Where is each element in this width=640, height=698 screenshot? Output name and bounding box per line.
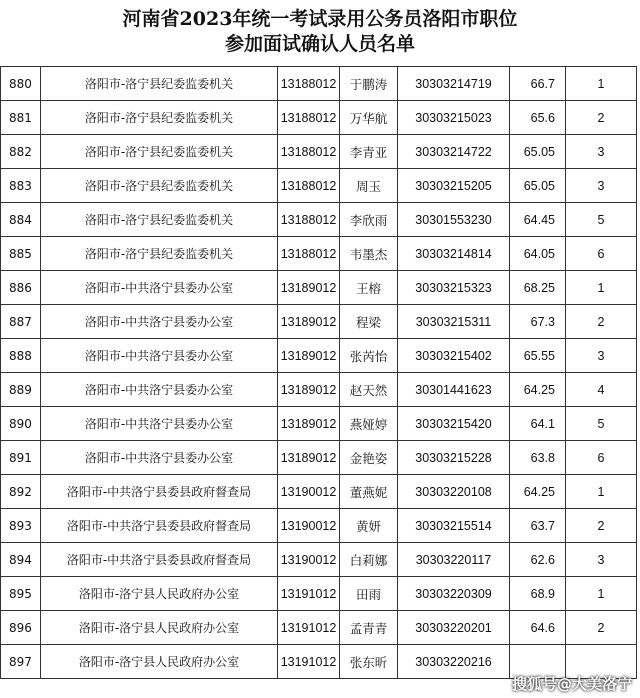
exam-id-cell: 30303220117 — [398, 543, 510, 577]
candidate-table — [0, 66, 637, 679]
exam-id-cell: 30303215323 — [398, 271, 510, 305]
candidate-name-cell: 黄妍 — [340, 509, 398, 543]
unit-name-cell: 洛阳市-中共洛宁县委办公室 — [41, 271, 278, 305]
row-number-cell: 891 — [1, 441, 41, 475]
rank-cell: 3 — [566, 135, 637, 169]
rank-cell: 6 — [566, 441, 637, 475]
rank-cell: 5 — [566, 407, 637, 441]
unit-name-cell: 洛阳市-洛宁县纪委监委机关 — [41, 135, 278, 169]
position-code-cell: 13188012 — [278, 203, 340, 237]
exam-id-cell: 30303215228 — [398, 441, 510, 475]
table-row — [1, 339, 637, 373]
position-code-cell: 13190012 — [278, 509, 340, 543]
row-number-cell: 895 — [1, 577, 41, 611]
unit-name-cell: 洛阳市-中共洛宁县委办公室 — [41, 373, 278, 407]
unit-name-cell: 洛阳市-洛宁县纪委监委机关 — [41, 101, 278, 135]
candidate-name-cell: 于鹏涛 — [340, 67, 398, 101]
candidate-name-cell: 周玉 — [340, 169, 398, 203]
position-code-cell: 13190012 — [278, 475, 340, 509]
rank-cell: 1 — [566, 475, 637, 509]
candidate-name-cell: 白莉娜 — [340, 543, 398, 577]
table-row — [1, 407, 637, 441]
position-code-cell: 13189012 — [278, 305, 340, 339]
watermark: 搜狐号@大美洛宁 — [511, 675, 632, 693]
exam-id-cell: 30301441623 — [398, 373, 510, 407]
row-number-cell: 888 — [1, 339, 41, 373]
row-number-cell: 883 — [1, 169, 41, 203]
row-number-cell: 886 — [1, 271, 41, 305]
table-row — [1, 611, 637, 645]
score-cell: 64.05 — [510, 237, 566, 271]
candidate-name-cell: 燕娅婷 — [340, 407, 398, 441]
unit-name-cell: 洛阳市-中共洛宁县委县政府督查局 — [41, 543, 278, 577]
rank-cell: 2 — [566, 611, 637, 645]
position-code-cell: 13188012 — [278, 237, 340, 271]
row-number-cell: 889 — [1, 373, 41, 407]
rank-cell: 3 — [566, 169, 637, 203]
position-code-cell: 13189012 — [278, 441, 340, 475]
position-code-cell: 13189012 — [278, 339, 340, 373]
candidate-name-cell: 李欣雨 — [340, 203, 398, 237]
position-code-cell: 13188012 — [278, 135, 340, 169]
document-title — [0, 0, 640, 66]
table-row — [1, 475, 637, 509]
rank-cell: 2 — [566, 101, 637, 135]
row-number-cell: 881 — [1, 101, 41, 135]
unit-name-cell: 洛阳市-洛宁县纪委监委机关 — [41, 169, 278, 203]
exam-id-cell: 30303214719 — [398, 67, 510, 101]
table-row — [1, 169, 637, 203]
unit-name-cell: 洛阳市-洛宁县人民政府办公室 — [41, 611, 278, 645]
score-cell: 67.3 — [510, 305, 566, 339]
rank-cell: 6 — [566, 237, 637, 271]
candidate-name-cell: 孟青青 — [340, 611, 398, 645]
row-number-cell: 880 — [1, 67, 41, 101]
table-row — [1, 271, 637, 305]
rank-cell: 1 — [566, 67, 637, 101]
rank-cell: 5 — [566, 203, 637, 237]
unit-name-cell: 洛阳市-中共洛宁县委县政府督查局 — [41, 509, 278, 543]
score-cell: 63.8 — [510, 441, 566, 475]
position-code-cell: 13190012 — [278, 543, 340, 577]
score-cell: 65.05 — [510, 135, 566, 169]
row-number-cell: 887 — [1, 305, 41, 339]
table-row — [1, 237, 637, 271]
exam-id-cell: 30303214722 — [398, 135, 510, 169]
position-code-cell: 13188012 — [278, 101, 340, 135]
rank-cell: 3 — [566, 339, 637, 373]
score-cell: 64.45 — [510, 203, 566, 237]
position-code-cell: 13191012 — [278, 611, 340, 645]
unit-name-cell: 洛阳市-中共洛宁县委县政府督查局 — [41, 475, 278, 509]
score-cell: 64.6 — [510, 611, 566, 645]
row-number-cell: 894 — [1, 543, 41, 577]
table-row — [1, 203, 637, 237]
rank-cell: 2 — [566, 509, 637, 543]
unit-name-cell: 洛阳市-中共洛宁县委办公室 — [41, 339, 278, 373]
candidate-name-cell: 程梁 — [340, 305, 398, 339]
table-row — [1, 67, 637, 101]
position-code-cell: 13189012 — [278, 407, 340, 441]
row-number-cell: 896 — [1, 611, 41, 645]
title-line-2: 参加面试确认人员名单 — [224, 33, 415, 55]
row-number-cell: 892 — [1, 475, 41, 509]
exam-id-cell: 30303215205 — [398, 169, 510, 203]
row-number-cell: 885 — [1, 237, 41, 271]
exam-id-cell: 30303215514 — [398, 509, 510, 543]
exam-id-cell: 30301553230 — [398, 203, 510, 237]
unit-name-cell: 洛阳市-洛宁县纪委监委机关 — [41, 67, 278, 101]
score-cell: 64.25 — [510, 373, 566, 407]
unit-name-cell: 洛阳市-洛宁县纪委监委机关 — [41, 237, 278, 271]
candidate-name-cell: 李青亚 — [340, 135, 398, 169]
table-row — [1, 441, 637, 475]
candidate-name-cell: 赵天然 — [340, 373, 398, 407]
unit-name-cell: 洛阳市-中共洛宁县委办公室 — [41, 407, 278, 441]
position-code-cell: 13188012 — [278, 169, 340, 203]
position-code-cell: 13191012 — [278, 645, 340, 679]
score-cell: 63.7 — [510, 509, 566, 543]
score-cell: 64.1 — [510, 407, 566, 441]
candidate-name-cell: 金艳姿 — [340, 441, 398, 475]
score-cell: 65.55 — [510, 339, 566, 373]
candidate-name-cell: 张东昕 — [340, 645, 398, 679]
candidate-name-cell: 田雨 — [340, 577, 398, 611]
table-row — [1, 101, 637, 135]
table-row — [1, 543, 637, 577]
position-code-cell: 13191012 — [278, 577, 340, 611]
row-number-cell: 882 — [1, 135, 41, 169]
rank-cell: 3 — [566, 543, 637, 577]
score-cell: 65.6 — [510, 101, 566, 135]
exam-id-cell: 30303215420 — [398, 407, 510, 441]
candidate-name-cell: 董燕妮 — [340, 475, 398, 509]
unit-name-cell: 洛阳市-中共洛宁县委办公室 — [41, 305, 278, 339]
row-number-cell: 893 — [1, 509, 41, 543]
table-body — [1, 67, 637, 679]
score-cell: 62.6 — [510, 543, 566, 577]
table-row — [1, 373, 637, 407]
rank-cell: 4 — [566, 373, 637, 407]
row-number-cell: 890 — [1, 407, 41, 441]
rank-cell: 1 — [566, 577, 637, 611]
row-number-cell: 884 — [1, 203, 41, 237]
score-cell: 68.9 — [510, 577, 566, 611]
unit-name-cell: 洛阳市-中共洛宁县委办公室 — [41, 441, 278, 475]
row-number-cell: 897 — [1, 645, 41, 679]
score-cell: 65.05 — [510, 169, 566, 203]
exam-id-cell: 30303215402 — [398, 339, 510, 373]
unit-name-cell: 洛阳市-洛宁县人民政府办公室 — [41, 645, 278, 679]
exam-id-cell: 30303220201 — [398, 611, 510, 645]
position-code-cell: 13188012 — [278, 67, 340, 101]
unit-name-cell: 洛阳市-洛宁县纪委监委机关 — [41, 203, 278, 237]
score-cell: 66.7 — [510, 67, 566, 101]
position-code-cell: 13189012 — [278, 373, 340, 407]
exam-id-cell: 30303220108 — [398, 475, 510, 509]
exam-id-cell: 30303215023 — [398, 101, 510, 135]
title-line-1: 河南省2023年统一考试录用公务员洛阳市职位 — [122, 8, 518, 30]
score-cell: 68.25 — [510, 271, 566, 305]
exam-id-cell: 30303220216 — [398, 645, 510, 679]
rank-cell: 2 — [566, 305, 637, 339]
score-cell: 64.25 — [510, 475, 566, 509]
table-row — [1, 135, 637, 169]
table-row — [1, 509, 637, 543]
unit-name-cell: 洛阳市-洛宁县人民政府办公室 — [41, 577, 278, 611]
exam-id-cell: 30303214814 — [398, 237, 510, 271]
candidate-name-cell: 韦墨杰 — [340, 237, 398, 271]
candidate-name-cell: 王榕 — [340, 271, 398, 305]
candidate-name-cell: 万华航 — [340, 101, 398, 135]
rank-cell: 1 — [566, 271, 637, 305]
position-code-cell: 13189012 — [278, 271, 340, 305]
table-row — [1, 305, 637, 339]
table-row — [1, 577, 637, 611]
candidate-name-cell: 张芮怡 — [340, 339, 398, 373]
exam-id-cell: 30303215311 — [398, 305, 510, 339]
exam-id-cell: 30303220309 — [398, 577, 510, 611]
